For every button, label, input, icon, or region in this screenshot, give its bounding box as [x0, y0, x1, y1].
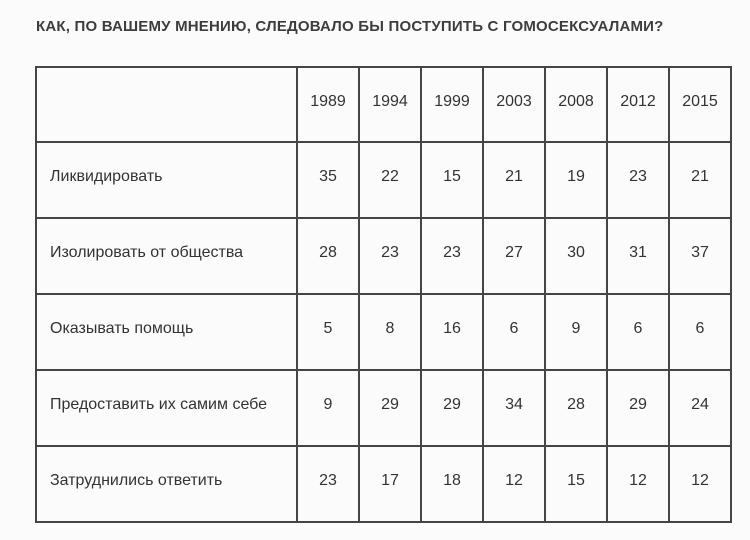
- value-cell: 29: [607, 370, 669, 446]
- value-cell: 27: [483, 218, 545, 294]
- table-row: [36, 294, 731, 370]
- year-header: 2003: [483, 67, 545, 142]
- table-row: [36, 218, 731, 294]
- value-cell: 15: [421, 142, 483, 218]
- value-cell: 29: [359, 370, 421, 446]
- row-label: Оказывать помощь: [36, 294, 297, 370]
- page-title: КАК, ПО ВАШЕМУ МНЕНИЮ, СЛЕДОВАЛО БЫ ПОСТУПИТЬ С ГОМОСЕКСУАЛАМИ?: [36, 18, 664, 35]
- value-cell: 18: [421, 446, 483, 522]
- value-cell: 28: [297, 218, 359, 294]
- table-row: [36, 142, 731, 218]
- value-cell-2015: 6: [669, 294, 731, 370]
- table-row: [36, 370, 731, 446]
- value-cell: 23: [359, 218, 421, 294]
- year-header: 1999: [421, 67, 483, 142]
- year-header: 1994: [359, 67, 421, 142]
- value-cell: 21: [483, 142, 545, 218]
- row-label: Предоставить их самим себе: [36, 370, 297, 446]
- value-cell: 28: [545, 370, 607, 446]
- value-cell: 23: [421, 218, 483, 294]
- row-label: Затруднились ответить: [36, 446, 297, 522]
- corner-cell: [36, 67, 297, 142]
- value-cell: 23: [297, 446, 359, 522]
- year-header-2015: 2015: [669, 67, 731, 142]
- value-cell: 12: [483, 446, 545, 522]
- year-header: 2012: [607, 67, 669, 142]
- value-cell: 17: [359, 446, 421, 522]
- value-cell: 9: [297, 370, 359, 446]
- value-cell: 15: [545, 446, 607, 522]
- value-cell-2015: 12: [669, 446, 731, 522]
- year-header: 2008: [545, 67, 607, 142]
- value-cell: 22: [359, 142, 421, 218]
- value-cell: 31: [607, 218, 669, 294]
- value-cell: 23: [607, 142, 669, 218]
- table-row: [36, 446, 731, 522]
- value-cell: 5: [297, 294, 359, 370]
- value-cell-2015: 37: [669, 218, 731, 294]
- value-cell: 34: [483, 370, 545, 446]
- value-cell: 9: [545, 294, 607, 370]
- value-cell: 6: [607, 294, 669, 370]
- value-cell-2015: 24: [669, 370, 731, 446]
- value-cell: 16: [421, 294, 483, 370]
- value-cell: 8: [359, 294, 421, 370]
- value-cell: 30: [545, 218, 607, 294]
- value-cell-2015: 21: [669, 142, 731, 218]
- row-label: Ликвидировать: [36, 142, 297, 218]
- year-header: 1989: [297, 67, 359, 142]
- value-cell: 29: [421, 370, 483, 446]
- value-cell: 19: [545, 142, 607, 218]
- value-cell: 35: [297, 142, 359, 218]
- poll-results-table: [35, 66, 732, 523]
- value-cell: 12: [607, 446, 669, 522]
- row-label: Изолировать от общества: [36, 218, 297, 294]
- value-cell: 6: [483, 294, 545, 370]
- table-header-row: [36, 67, 731, 142]
